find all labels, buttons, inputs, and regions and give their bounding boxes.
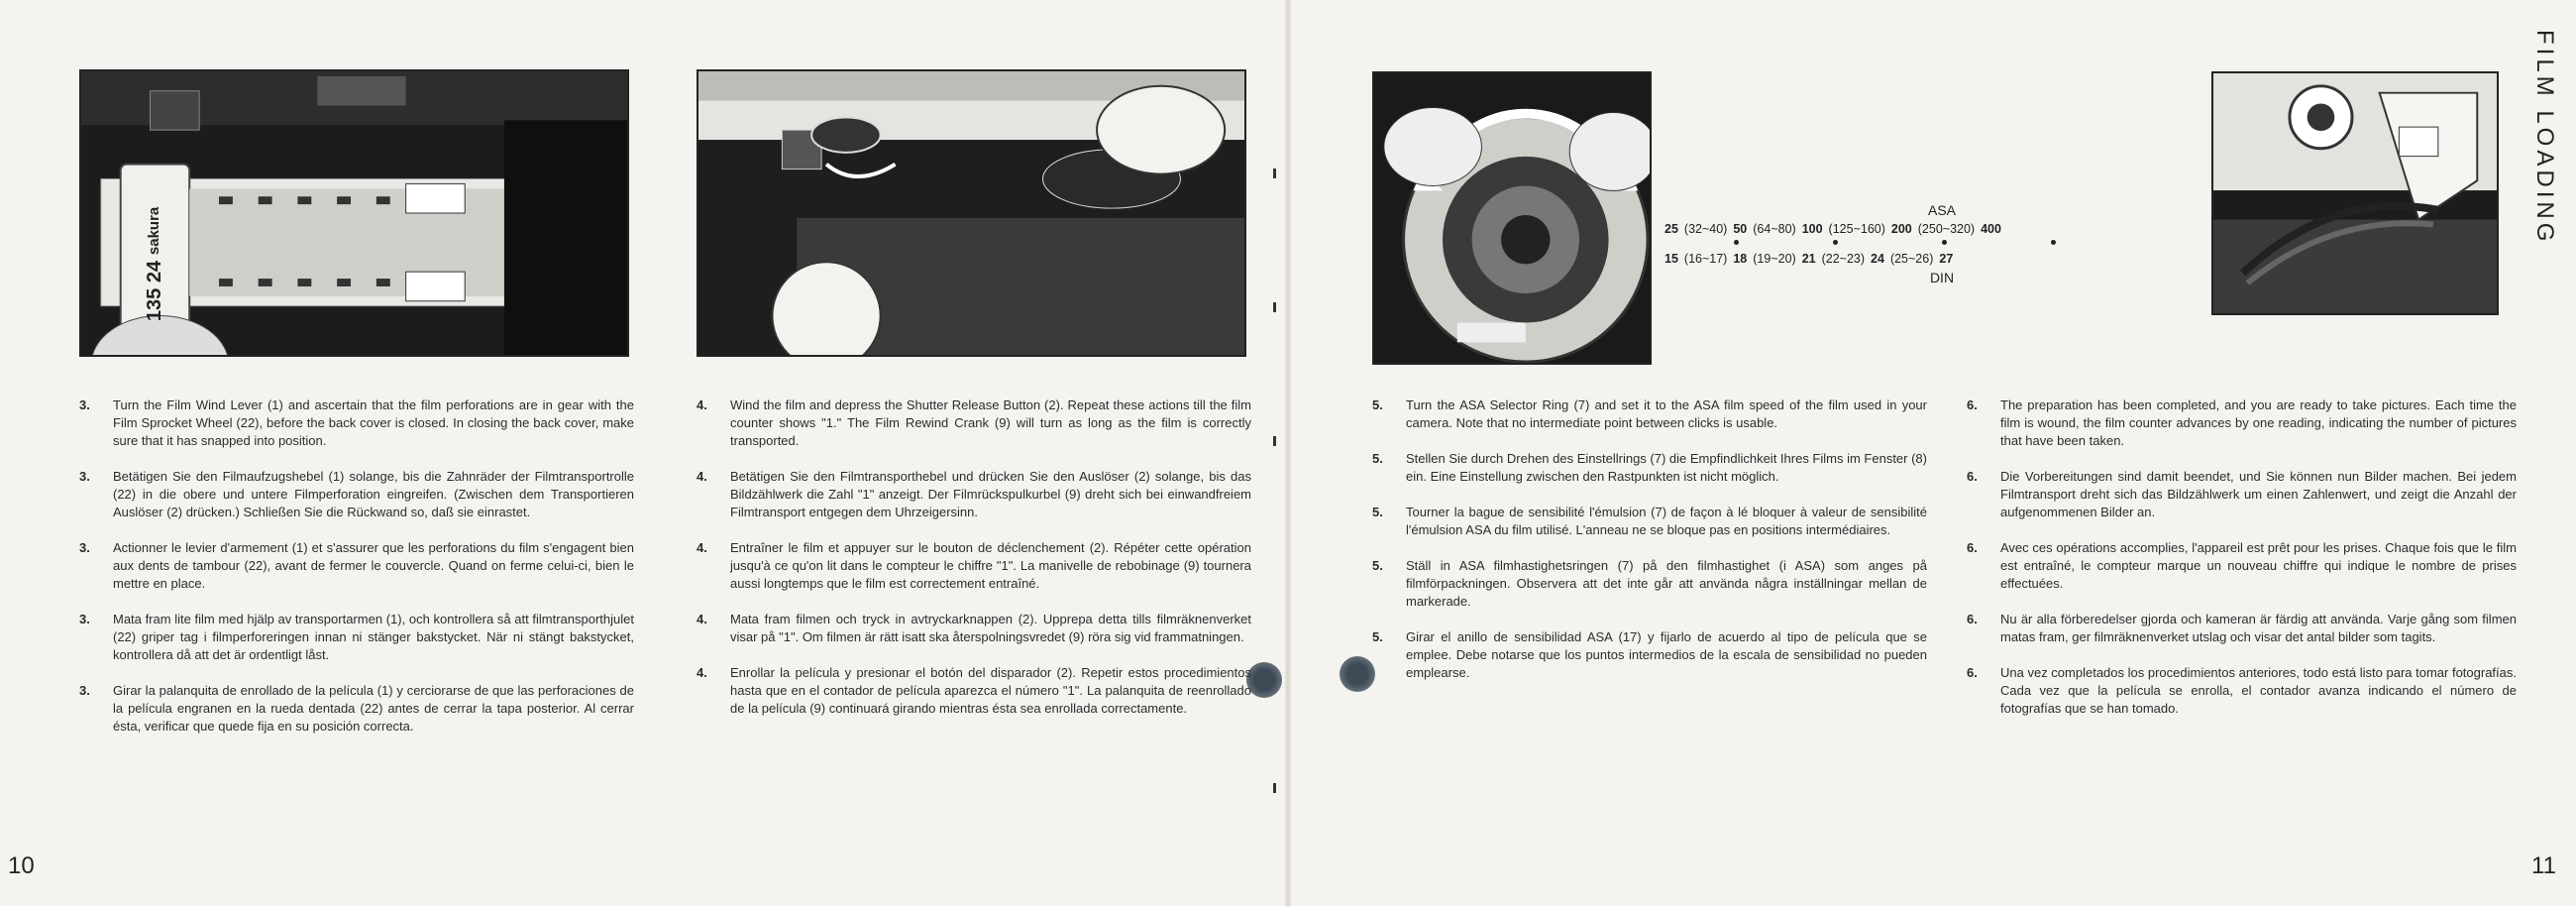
margin-tick	[1273, 436, 1276, 446]
asa-row	[1664, 222, 2219, 236]
din-range: (25~26)	[1889, 252, 1934, 266]
instruction-step: 6. The preparation has been completed, and you are ready to take pictures. Each time the film is wound, the film counter advances by one reading, indicating the number of pictures that have been taken.	[1967, 397, 2517, 448]
din-range: 27	[1939, 252, 1954, 266]
instruction-step: 4. Betätigen Sie den Filmtransporthebel und drücken Sie den Auslöser (2) solange, bis das Bildzählwerk die Zahl "1" anzeigt. Der Filmrückspulkurbel (9) dreht sich bei einwandfreiem Filmtransport entgegen dem Uhrzeigersinn.	[697, 469, 1251, 519]
instruction-step: 4. Mata fram filmen och tryck in avtryckarknappen (2). Upprepa detta tills filmräknenverket visar på "1". Om filmen är rätt isatt ska återspolningsvredet (9) röra sig vid frammatningen.	[697, 612, 1251, 644]
section-title: FILM LOADING	[2531, 30, 2558, 246]
din-range: (22~23)	[1821, 252, 1866, 266]
instruction-step: 4. Wind the film and depress the Shutter Release Button (2). Repeat these actions till the film counter shows "1." The Film Rewind Crank (9) will turn as long as the film is correctly transported.	[697, 397, 1251, 448]
text-column-step6	[1967, 396, 2517, 736]
right-page-number: 11	[2531, 852, 2556, 879]
instruction-step: 3. Turn the Film Wind Lever (1) and ascertain that the film perforations are in gear with the Film Sprocket Wheel (22), before the back cover is closed. In closing the back cover, make sure that it has snapped into position.	[79, 397, 634, 448]
instruction-step: 3. Girar la palanquita de enrollado de la película (1) y cerciorarse de que las perforaciones de la película engranen en la rueda dentada (22) antes de cerrar la tapa posterior. Al cerrar ésta, verificar que quede fija en su posición correcta.	[79, 683, 634, 734]
text-column-step3	[79, 396, 634, 753]
asa-range: (32~40)	[1683, 222, 1728, 236]
margin-tick	[1273, 783, 1276, 793]
photo-asa-ring	[1372, 71, 1652, 365]
instruction-step: 4. Entraîner le film et appuyer sur le bouton de déclenchement (2). Répéter cette opération jusqu'à ce qu'on lit dans le compteur le chiffre "1". La manivelle de rebobinage (9) tournera aussi longtemps que le film est correctement entraîné.	[697, 540, 1251, 591]
asa-range: 400	[1981, 222, 2001, 236]
photo-film-sprocket	[79, 69, 629, 357]
din-label: DIN	[1929, 270, 1955, 285]
din-range: (16~17)	[1683, 252, 1728, 266]
asa-range: (64~80)	[1753, 222, 1796, 236]
asa-din-scale	[1664, 198, 2219, 289]
photo-shutter-release	[697, 69, 1246, 357]
film-label: 135 24	[143, 261, 165, 322]
photo-film-counter	[2211, 71, 2499, 315]
asa-range: 200	[1890, 222, 1912, 236]
spread-fold	[1285, 0, 1291, 906]
text-column-step4	[697, 396, 1251, 736]
asa-range: (125~160)	[1828, 222, 1885, 236]
instruction-step: 5. Tourner la bague de sensibilité l'émulsion (7) de façon à lé bloquer à valeur de sensibilité l'émulsion ASA du film utilisé. L'anneau ne se bloque pas en positions intermédiaires.	[1372, 505, 1927, 537]
binder-hole	[1340, 656, 1375, 692]
instruction-step: 3. Betätigen Sie den Filmaufzugshebel (1) solange, bis die Zahnräder der Filmtransportrolle (22) in die obere und untere Filmperforation eingreifen. (Zwischen dem Transportieren Auslöser (2) drücken.) Schließen Sie die Rückwand so, daß sie einrastet.	[79, 469, 634, 519]
asa-range: 50	[1733, 222, 1748, 236]
asa-range: (250~320)	[1917, 222, 1976, 236]
din-range: (19~20)	[1753, 252, 1796, 266]
asa-range: 100	[1801, 222, 1823, 236]
din-row	[1664, 252, 2219, 266]
din-range: 21	[1801, 252, 1816, 266]
instruction-step: 5. Stellen Sie durch Drehen des Einstellrings (7) die Empfindlichkeit Ihres Films im Fenster (8) ein. Eine Einstellung zwischen den Rastpunkten ist nicht möglich.	[1372, 451, 1927, 484]
instruction-step: 5. Ställ in ASA filmhastighetsringen (7) på den filmhastighet (i ASA) som anges på filmförpackningen. Observera att det inte går att använda några inställningar mellan de markerade.	[1372, 558, 1927, 609]
instruction-step: 5. Girar el anillo de sensibilidad ASA (17) y fijarlo de acuerdo al tipo de película que se emplee. Debe notarse que los puntos intermedios de la escala de sensibilidad no pueden emplearse.	[1372, 629, 1927, 680]
instruction-step: 6. Una vez completados los procedimientos anteriores, todo está listo para tomar fotografías. Cada vez que la película se enrolla, el contador avanza indicando el número de fotografías que se han tomado.	[1967, 665, 2517, 716]
asa-label: ASA	[1927, 202, 1956, 218]
binder-hole	[1246, 662, 1282, 698]
asa-range: 25	[1664, 222, 1678, 236]
instruction-step: 4. Enrollar la película y presionar el botón del disparador (2). Repetir estos procedimientos hasta que en el contador de película aparezca el número "1". La palanquita de reenrollado de la película (9) continuará girando mientras ésta sea enrollada correctamente.	[697, 665, 1251, 716]
instruction-step: 3. Actionner le levier d'armement (1) et s'assurer que les perforations du film s'engagent bien aux dents de tambour (22), avant de fermer le couvercle. Quand on ferme celui-ci, bien le mettre en place.	[79, 540, 634, 591]
margin-tick	[1273, 169, 1276, 178]
din-range: 24	[1871, 252, 1884, 266]
din-range: 18	[1733, 252, 1748, 266]
instruction-step: 6. Die Vorbereitungen sind damit beendet, und Sie können nun Bilder machen. Bei jedem Filmtransport dreht sich das Bildzählwerk um einen Zahlenwert, und zeigt die Anzahl der aufgenommenen Bilder an.	[1967, 469, 2517, 519]
din-range: 15	[1664, 252, 1678, 266]
margin-tick	[1273, 302, 1276, 312]
instruction-step: 6. Avec ces opérations accomplies, l'appareil est prêt pour les prises. Chaque fois que le film est entraîné, le compteur marque un nouveau chiffre qui indique le nombre de prises effectuées.	[1967, 540, 2517, 591]
film-brand: sakura	[145, 207, 162, 256]
left-page-number: 10	[8, 852, 35, 879]
instruction-step: 6. Nu är alla förberedelser gjorda och kameran är färdig att använda. Varje gång som filmen matas fram, ger filmräknenverket utslag och visar det antal bilder som tagits.	[1967, 612, 2517, 644]
instruction-step: 5. Turn the ASA Selector Ring (7) and set it to the ASA film speed of the film used in your camera. Note that no intermediate point between clicks is usable.	[1372, 397, 1927, 430]
scale-dots	[1664, 236, 2219, 252]
instruction-step: 3. Mata fram lite film med hjälp av transportarmen (1), och kontrollera så att filmtransporthjulet (22) griper tag i filmperforeringen innan ni stänger bakstycket. När ni stängt bakstycket, kontrollera då att det är ordentligt låst.	[79, 612, 634, 662]
text-column-step5	[1372, 396, 1927, 700]
